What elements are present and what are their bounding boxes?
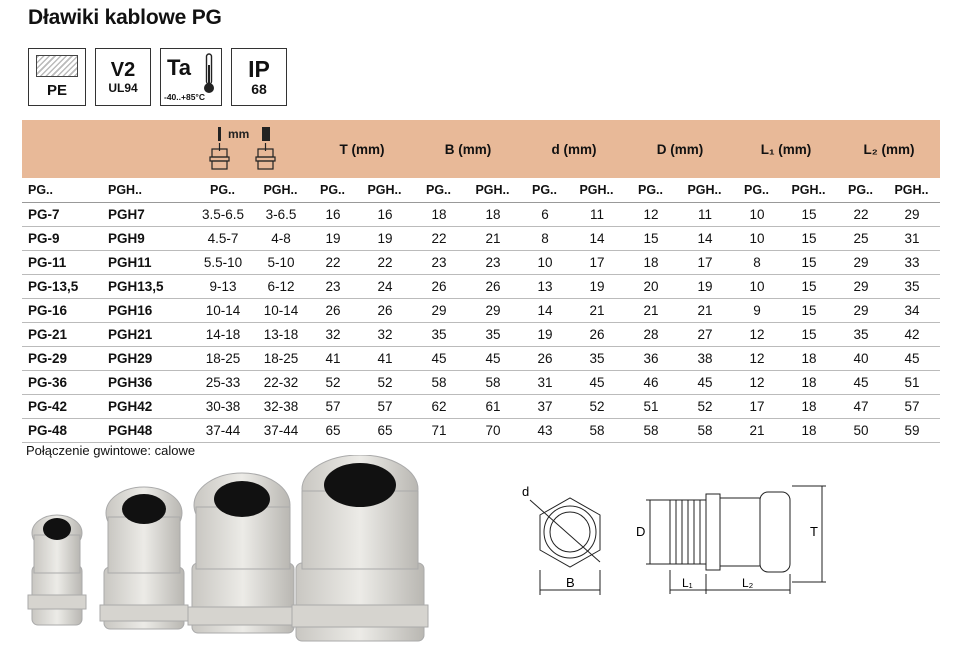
gland-small-icon [28,515,86,625]
hatch-icon [36,55,78,77]
mm-label: mm [228,126,250,141]
table-cell: 42 [884,323,940,347]
table-cell: 29 [838,275,884,299]
table-cell: 16 [356,203,414,227]
table-cell: 16 [310,203,356,227]
subheader-cell: PG.. [22,178,102,203]
table-cell: 29 [464,299,522,323]
table-cell: 58 [676,419,734,443]
spec-table [22,120,940,443]
table-cell: 17 [676,251,734,275]
subheader-cell: PGH.. [780,178,838,203]
gland-range-icon [202,123,302,173]
table-cell: 45 [464,347,522,371]
table-cell: 19 [568,275,626,299]
table-cell: 43 [522,419,568,443]
table-cell: 6-12 [252,275,310,299]
table-cell: PGH7 [102,203,194,227]
table-cell: 57 [356,395,414,419]
table-subheader-row [22,178,940,203]
table-cell: 45 [838,371,884,395]
table-cell: 17 [568,251,626,275]
table-cell: 52 [356,371,414,395]
table-cell: PG-48 [22,419,102,443]
table-cell: 14 [676,227,734,251]
group-d: d (mm) [522,120,626,178]
table-cell: 15 [780,323,838,347]
table-cell: 33 [884,251,940,275]
table-cell: 15 [780,227,838,251]
material-badge [28,48,86,106]
table-cell: PG-36 [22,371,102,395]
table-cell: PG-42 [22,395,102,419]
table-cell: 26 [464,275,522,299]
table-cell: 13-18 [252,323,310,347]
table-row [22,419,940,443]
table-cell: 36 [626,347,676,371]
group-L1: L₁ (mm) [734,120,838,178]
table-cell: 14-18 [194,323,252,347]
table-cell: 10-14 [194,299,252,323]
table-cell: PGH29 [102,347,194,371]
group-L2: L₂ (mm) [838,120,940,178]
table-body [22,203,940,443]
table-cell: 50 [838,419,884,443]
table-cell: 9 [734,299,780,323]
table-cell: 18 [414,203,464,227]
table-cell: 12 [626,203,676,227]
table-cell: 23 [414,251,464,275]
table-cell: 21 [676,299,734,323]
table-cell: 57 [310,395,356,419]
temperature-range: -40..+85°C [164,92,205,102]
table-cell: PGH48 [102,419,194,443]
table-cell: 20 [626,275,676,299]
table-cell: 31 [884,227,940,251]
subheader-cell: PG.. [626,178,676,203]
table-cell: 14 [522,299,568,323]
header-blank [22,120,194,178]
table-cell: 6 [522,203,568,227]
subheader-cell: PGH.. [464,178,522,203]
table-cell: 4-8 [252,227,310,251]
table-cell: 45 [414,347,464,371]
table-cell: 5.5-10 [194,251,252,275]
table-cell: 35 [884,275,940,299]
table-cell: 47 [838,395,884,419]
table-cell: 25 [838,227,884,251]
table-cell: 14 [568,227,626,251]
table-cell: 32-38 [252,395,310,419]
table-cell: 21 [734,419,780,443]
table-cell: 26 [414,275,464,299]
table-cell: 51 [884,371,940,395]
table-row [22,275,940,299]
table-cell: 59 [884,419,940,443]
table-cell: 18-25 [252,347,310,371]
table-cell: 12 [734,371,780,395]
table-cell: 18 [780,395,838,419]
table-cell: 9-13 [194,275,252,299]
table-cell: PGH36 [102,371,194,395]
table-cell: 13 [522,275,568,299]
table-row [22,203,940,227]
table-cell: 28 [626,323,676,347]
table-cell: 58 [464,371,522,395]
table-cell: PG-16 [22,299,102,323]
table-cell: 31 [522,371,568,395]
table-cell: 45 [884,347,940,371]
table-cell: 22 [414,227,464,251]
dim-d-label: d [522,484,530,499]
table-cell: PGH16 [102,299,194,323]
table-cell: 58 [414,371,464,395]
material-label: PE [46,82,67,99]
table-cell: 22 [356,251,414,275]
table-cell: PG-9 [22,227,102,251]
table-cell: 34 [884,299,940,323]
dim-T-label: T [810,524,818,539]
table-cell: 18 [780,419,838,443]
table-cell: 10 [522,251,568,275]
temperature-badge [160,48,222,106]
table-row [22,395,940,419]
gland-right-icon [256,143,275,169]
table-cell: 19 [522,323,568,347]
table-cell: 62 [414,395,464,419]
subheader-cell: PGH.. [568,178,626,203]
table-cell: 37 [522,395,568,419]
table-cell: 26 [310,299,356,323]
table-cell: 12 [734,347,780,371]
table-cell: 8 [734,251,780,275]
table-cell: 3.5-6.5 [194,203,252,227]
subheader-cell: PGH.. [356,178,414,203]
table-cell: 65 [310,419,356,443]
table-cell: PGH42 [102,395,194,419]
table-cell: 35 [568,347,626,371]
table-cell: 22 [310,251,356,275]
subheader-cell: PGH.. [102,178,194,203]
table-cell: 10 [734,203,780,227]
table-cell: 15 [626,227,676,251]
table-cell: 23 [464,251,522,275]
table-cell: 18 [464,203,522,227]
table-cell: 15 [780,275,838,299]
table-cell: 10-14 [252,299,310,323]
table-cell: PG-11 [22,251,102,275]
clamping-range-header [194,120,310,178]
subheader-cell: PG.. [310,178,356,203]
ip-label: IP [248,56,270,82]
gland-left-icon [210,143,229,169]
table-cell: 12 [734,323,780,347]
table-row [22,347,940,371]
table-cell: 52 [310,371,356,395]
table-cell: 23 [310,275,356,299]
table-cell: 21 [626,299,676,323]
group-B: B (mm) [414,120,522,178]
table-cell: 10 [734,275,780,299]
subheader-cell: PGH.. [252,178,310,203]
table-cell: 71 [414,419,464,443]
subheader-cell: PGH.. [676,178,734,203]
table-cell: 52 [676,395,734,419]
table-cell: 11 [676,203,734,227]
table-cell: 18 [626,251,676,275]
subheader-cell: PGH.. [884,178,940,203]
property-badges [28,48,287,106]
table-cell: 24 [356,275,414,299]
table-cell: 58 [568,419,626,443]
table-row [22,227,940,251]
table-cell: 10 [734,227,780,251]
dimension-drawing [510,470,830,605]
table-cell: 35 [414,323,464,347]
table-cell: 3-6.5 [252,203,310,227]
flammability-standard: UL94 [108,81,138,95]
table-cell: 65 [356,419,414,443]
table-cell: 40 [838,347,884,371]
table-cell: PG-13,5 [22,275,102,299]
table-cell: 37-44 [194,419,252,443]
table-cell: PG-7 [22,203,102,227]
table-cell: 38 [676,347,734,371]
table-cell: 37-44 [252,419,310,443]
dim-L1-label: L₁ [682,576,693,590]
table-row [22,323,940,347]
table-cell: 18 [780,347,838,371]
table-cell: 22-32 [252,371,310,395]
table-cell: 15 [780,203,838,227]
table-cell: 15 [780,251,838,275]
table-cell: 17 [734,395,780,419]
table-cell: 57 [884,395,940,419]
table-cell: 32 [356,323,414,347]
hex-front-view [540,498,600,567]
table-cell: 8 [522,227,568,251]
table-cell: 58 [626,419,676,443]
gland-xlarge-icon [292,455,428,641]
table-cell: 61 [464,395,522,419]
subheader-cell: PG.. [194,178,252,203]
table-cell: 26 [568,323,626,347]
table-cell: 21 [568,299,626,323]
table-cell: 26 [522,347,568,371]
table-cell: 25-33 [194,371,252,395]
table-cell: 30-38 [194,395,252,419]
table-cell: 29 [414,299,464,323]
table-cell: 29 [884,203,940,227]
ip-badge [231,48,287,106]
dim-D-label: D [636,524,646,539]
table-cell: PG-29 [22,347,102,371]
table-cell: 46 [626,371,676,395]
table-cell: 51 [626,395,676,419]
table-cell: 35 [464,323,522,347]
dim-L2-label: L₂ [742,576,754,590]
group-T: T (mm) [310,120,414,178]
table-cell: 29 [838,299,884,323]
table-cell: 70 [464,419,522,443]
table-cell: 11 [568,203,626,227]
table-cell: 29 [838,251,884,275]
page-title: Dławiki kablowe PG [28,6,222,29]
subheader-cell: PG.. [734,178,780,203]
table-cell: PGH11 [102,251,194,275]
table-cell: 19 [356,227,414,251]
subheader-cell: PG.. [414,178,464,203]
table-cell: 21 [464,227,522,251]
table-cell: 45 [676,371,734,395]
table-cell: 5-10 [252,251,310,275]
table-cell: 18 [780,371,838,395]
table-cell: PGH13,5 [102,275,194,299]
table-cell: 19 [676,275,734,299]
table-cell: 4.5-7 [194,227,252,251]
table-cell: 19 [310,227,356,251]
table-cell: 35 [838,323,884,347]
table-header-row [22,120,940,178]
cable-glands-photo [20,455,440,645]
gland-medium-icon [100,487,188,629]
table-row [22,251,940,275]
subheader-cell: PG.. [838,178,884,203]
table-cell: PGH9 [102,227,194,251]
table-cell: 41 [356,347,414,371]
flammability-class: V2 [110,59,136,81]
thread-note: Połączenie gwintowe: calowe [26,443,196,458]
table-cell: 22 [838,203,884,227]
table-cell: 41 [310,347,356,371]
table-cell: 45 [568,371,626,395]
table-cell: PGH21 [102,323,194,347]
ip-value: 68 [251,81,267,97]
thermometer-icon [203,53,215,95]
table-cell: PG-21 [22,323,102,347]
gland-large-icon [188,473,298,633]
table-cell: 27 [676,323,734,347]
table-row [22,371,940,395]
dim-B-label: B [566,575,575,590]
table-cell: 18-25 [194,347,252,371]
table-cell: 26 [356,299,414,323]
table-cell: 32 [310,323,356,347]
table-cell: 52 [568,395,626,419]
temperature-label: Ta [167,55,192,80]
flammability-badge [95,48,151,106]
subheader-cell: PG.. [522,178,568,203]
table-row [22,299,940,323]
group-D: D (mm) [626,120,734,178]
table-cell: 15 [780,299,838,323]
